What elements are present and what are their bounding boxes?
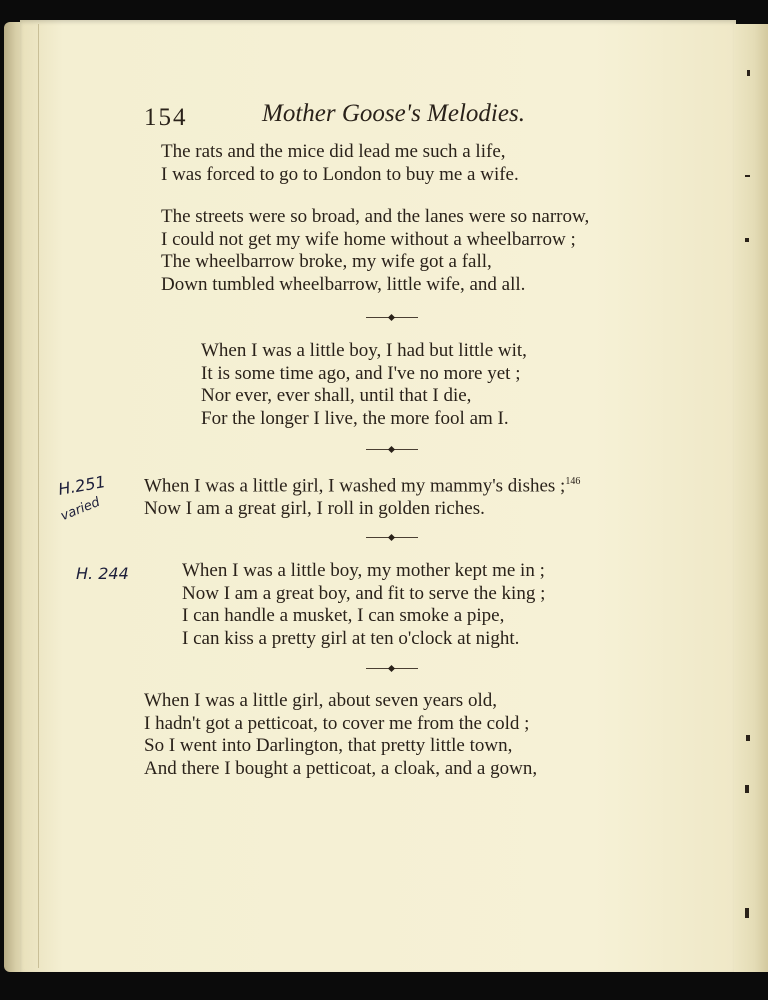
verse-line: When I was a little girl, about seven years old, xyxy=(144,690,497,711)
page-fold-line xyxy=(38,24,39,968)
verse-line: And there I bought a petticoat, a cloak, and a gown, xyxy=(144,757,538,779)
edge-mark xyxy=(747,70,750,76)
verse-line: For the longer I live, the more fool am I. xyxy=(201,407,509,429)
verse-line: I could not get my wife home without a wheelbarrow ; xyxy=(161,228,576,250)
verse-line: The rats and the mice did lead me such a life, xyxy=(161,141,506,162)
footnote-marker: 146 xyxy=(565,476,581,487)
verse-line: I can kiss a pretty girl at ten o'clock at night. xyxy=(182,627,520,649)
running-title: Mother Goose's Melodies. xyxy=(262,100,525,127)
handwritten-note-sub: varied xyxy=(58,494,103,525)
stanza xyxy=(144,471,580,520)
verse-line: When I was a little boy, I had but little wit, xyxy=(201,340,527,361)
stanza xyxy=(161,141,519,186)
edge-mark xyxy=(745,238,749,242)
verse-line: The wheelbarrow broke, my wife got a fall, xyxy=(161,251,492,272)
section-divider xyxy=(366,668,418,669)
edge-mark xyxy=(746,735,750,741)
verse-line: Nor ever, ever shall, until that I die, xyxy=(201,385,472,406)
section-divider xyxy=(366,317,418,318)
verse-line: I can handle a musket, I can smoke a pipe, xyxy=(182,605,505,626)
handwritten-note: H. 244 xyxy=(76,564,129,583)
edge-mark xyxy=(745,908,749,918)
edge-mark xyxy=(745,785,749,793)
verse-line: Now I am a great girl, I roll in golden riches. xyxy=(144,497,485,519)
verse-line xyxy=(144,471,580,498)
verse-line: So I went into Darlington, that pretty little town, xyxy=(144,735,513,756)
handwritten-note: H.251 xyxy=(56,472,107,499)
section-divider xyxy=(366,449,418,450)
verse-line: The streets were so broad, and the lanes were so narrow, xyxy=(161,206,590,227)
verse-line: When I was a little boy, my mother kept me in ; xyxy=(182,560,545,581)
page-header xyxy=(144,100,584,134)
verse-line-text: When I was a little girl, I washed my mammy's dishes ; xyxy=(144,475,566,497)
stanza xyxy=(161,206,589,296)
page-number: 154 xyxy=(144,104,188,131)
stanza xyxy=(144,690,537,780)
verse-line: I was forced to go to London to buy me a wife. xyxy=(161,163,519,185)
verse-line: Down tumbled wheelbarrow, little wife, and all. xyxy=(161,273,526,295)
verse-line: It is some time ago, and I've no more yet ; xyxy=(201,362,521,384)
next-page-edge xyxy=(734,24,768,972)
verse-line: I hadn't got a petticoat, to cover me from the cold ; xyxy=(144,712,530,734)
stanza xyxy=(201,340,527,430)
section-divider xyxy=(366,537,418,538)
verse-line: Now I am a great boy, and fit to serve the king ; xyxy=(182,582,546,604)
stanza xyxy=(182,560,545,650)
edge-mark xyxy=(745,175,750,177)
